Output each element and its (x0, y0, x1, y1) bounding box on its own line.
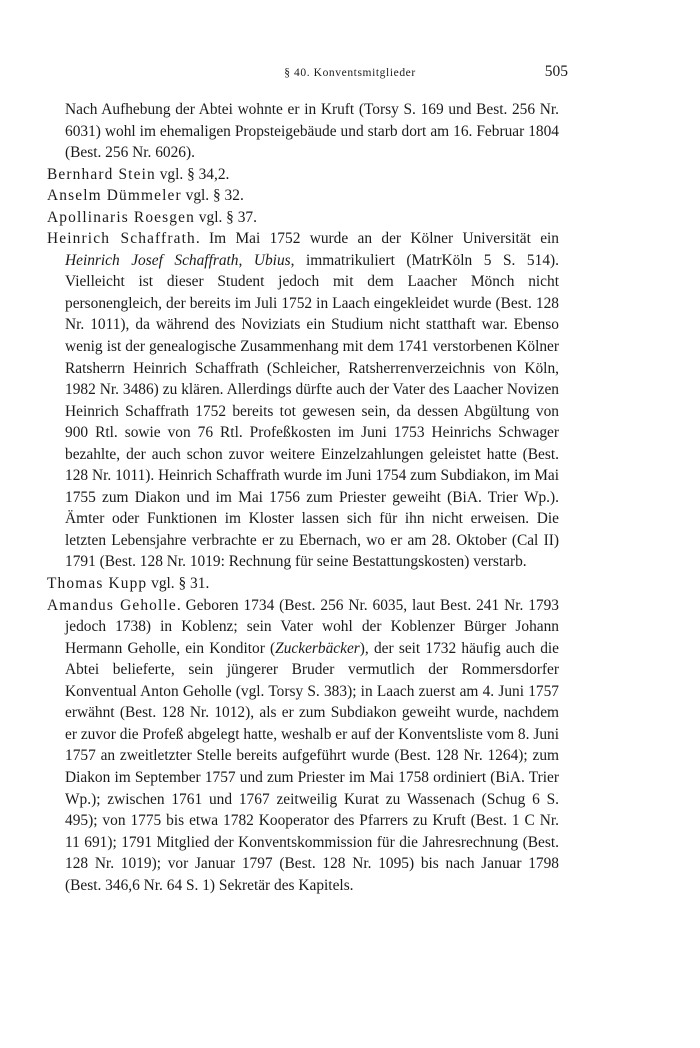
entry-text: . Im Mai 1752 wurde an der Kölner Universität ein (195, 230, 560, 248)
entry-text: , immatrikuliert (MatrKöln 5 S. 514). Vielleicht ist dieser Student jedoch mit dem Laacher Mönch nicht personengleich, der bereits im Juli 1752 in Laach eingekleidet wurde (Best. 128 Nr. 1011), da während des Noviziats ein Studium nicht statthaft war. Ebenso wenig ist der genealogische Zusammenhang mit dem 1741 verstorbenen Kölner Ratsherrn Heinrich Schaffrath (Schleicher, Ratsherrenverzeichnis von Köln, 1982 Nr. 3486) zu klären. Allerdings dürfte auch der Vater des Laacher Novizen Heinrich Schaffrath 1752 bereits tot gewesen sein, da dessen Abgültung von 900 Rtl. sowie von 76 Rtl. Profeßkosten im Juni 1753 Heinrichs Schwager bezahlte, der auch schon zuvor weitere Einzelzahlungen geleistet hatte (Best. 128 Nr. 1011). Heinrich Schaffrath wurde im Juni 1754 zum Subdiakon, im Mai 1755 zum Diakon und im Mai 1756 zum Priester geweiht (BiA. Trier Wp.). Ämter oder Funktionen im Kloster lassen sich für ihn nicht erweisen. Die letzten Lebensjahre verbrachte er zu Ebernach, wo er am 28. Oktober (Cal II) 1791 (Best. 128 Nr. 1019: Rechnung für seine Bestattungskosten) verstarb. (65, 251, 559, 571)
running-title: § 40. Konventsmitglieder (284, 67, 416, 79)
entry-text: Nach Aufhebung der Abtei wohnte er in Kruft (Torsy S. 169 und Best. 256 Nr. 6031) wohl im ehemaligen Propsteigebäude und starb dort am 16. Februar 1804 (Best. 256 Nr. 6026). (65, 101, 559, 162)
entry-heinrich-schaffrath (47, 228, 559, 573)
page-number: 505 (544, 63, 568, 80)
entry-name: Apollinaris Roesgen (47, 208, 195, 226)
entry-continuation (47, 99, 559, 164)
entry-text: vgl. § 37. (194, 208, 257, 226)
entry-text: . Geboren 1734 (Best. 256 Nr. 6035, laut Best. 241 Nr. 1793 jedoch 1738) in Koblenz; sein Vater wohl der Koblenzer Bürger Johann Hermann Geholle, ein Konditor ( (65, 596, 559, 657)
entry-name: Heinrich Schaffrath (47, 230, 196, 248)
page-header (40, 63, 660, 85)
entry-italic-text: Zuckerbäcker (275, 639, 360, 657)
entry-text: vgl. § 34,2. (155, 165, 230, 183)
entry-thomas-kupp (47, 573, 559, 595)
page-body (47, 99, 559, 896)
entry-apollinaris-roesgen (47, 207, 559, 229)
entry-name: Anselm Dümmeler (47, 187, 182, 205)
entry-text: ), der seit 1732 häufig auch die Abtei belieferte, sein jüngerer Bruder vermutlich der Rommersdorfer Konventual Anton Geholle (vgl. Torsy S. 383); in Laach zuerst am 4. Juni 1757 erwähnt (Best. 128 Nr. 1012), als er zum Subdiakon geweiht wurde, nachdem er zuvor die Profeß abgelegt hatte, weshalb er auf der Konventsliste vom 8. Juni 1757 an zweitletzter Stelle bereits aufgeführt wurde (Best. 128 Nr. 1264); zum Diakon im September 1757 und zum Priester im Mai 1758 ordiniert (BiA. Trier Wp.); zwischen 1761 und 1767 zeitweilig Kurat zu Wassenach (Schug 6 S. 495); von 1775 bis etwa 1782 Kooperator des Pfarrers zu Kruft (Best. 1 C Nr. 11 691); 1791 Mitglied der Konventskommission für die Jahresrechnung (Best. 128 Nr. 1019); vor Januar 1797 (Best. 128 Nr. 1095) bis nach Januar 1798 (Best. 346,6 Nr. 64 S. 1) Sekretär des Kapitels. (65, 639, 559, 894)
entry-text: vgl. § 32. (181, 187, 244, 205)
entry-amandus-geholle (47, 595, 559, 897)
entry-bernhard-stein (47, 164, 559, 186)
entry-name: Bernhard Stein (47, 165, 156, 183)
entry-anselm-duemmeler (47, 185, 559, 207)
entry-name: Thomas Kupp (47, 575, 148, 593)
entry-text: vgl. § 31. (147, 575, 210, 593)
entry-italic-text: Heinrich Josef Schaffrath, Ubius (65, 251, 291, 269)
entry-name: Amandus Geholle (47, 596, 177, 614)
